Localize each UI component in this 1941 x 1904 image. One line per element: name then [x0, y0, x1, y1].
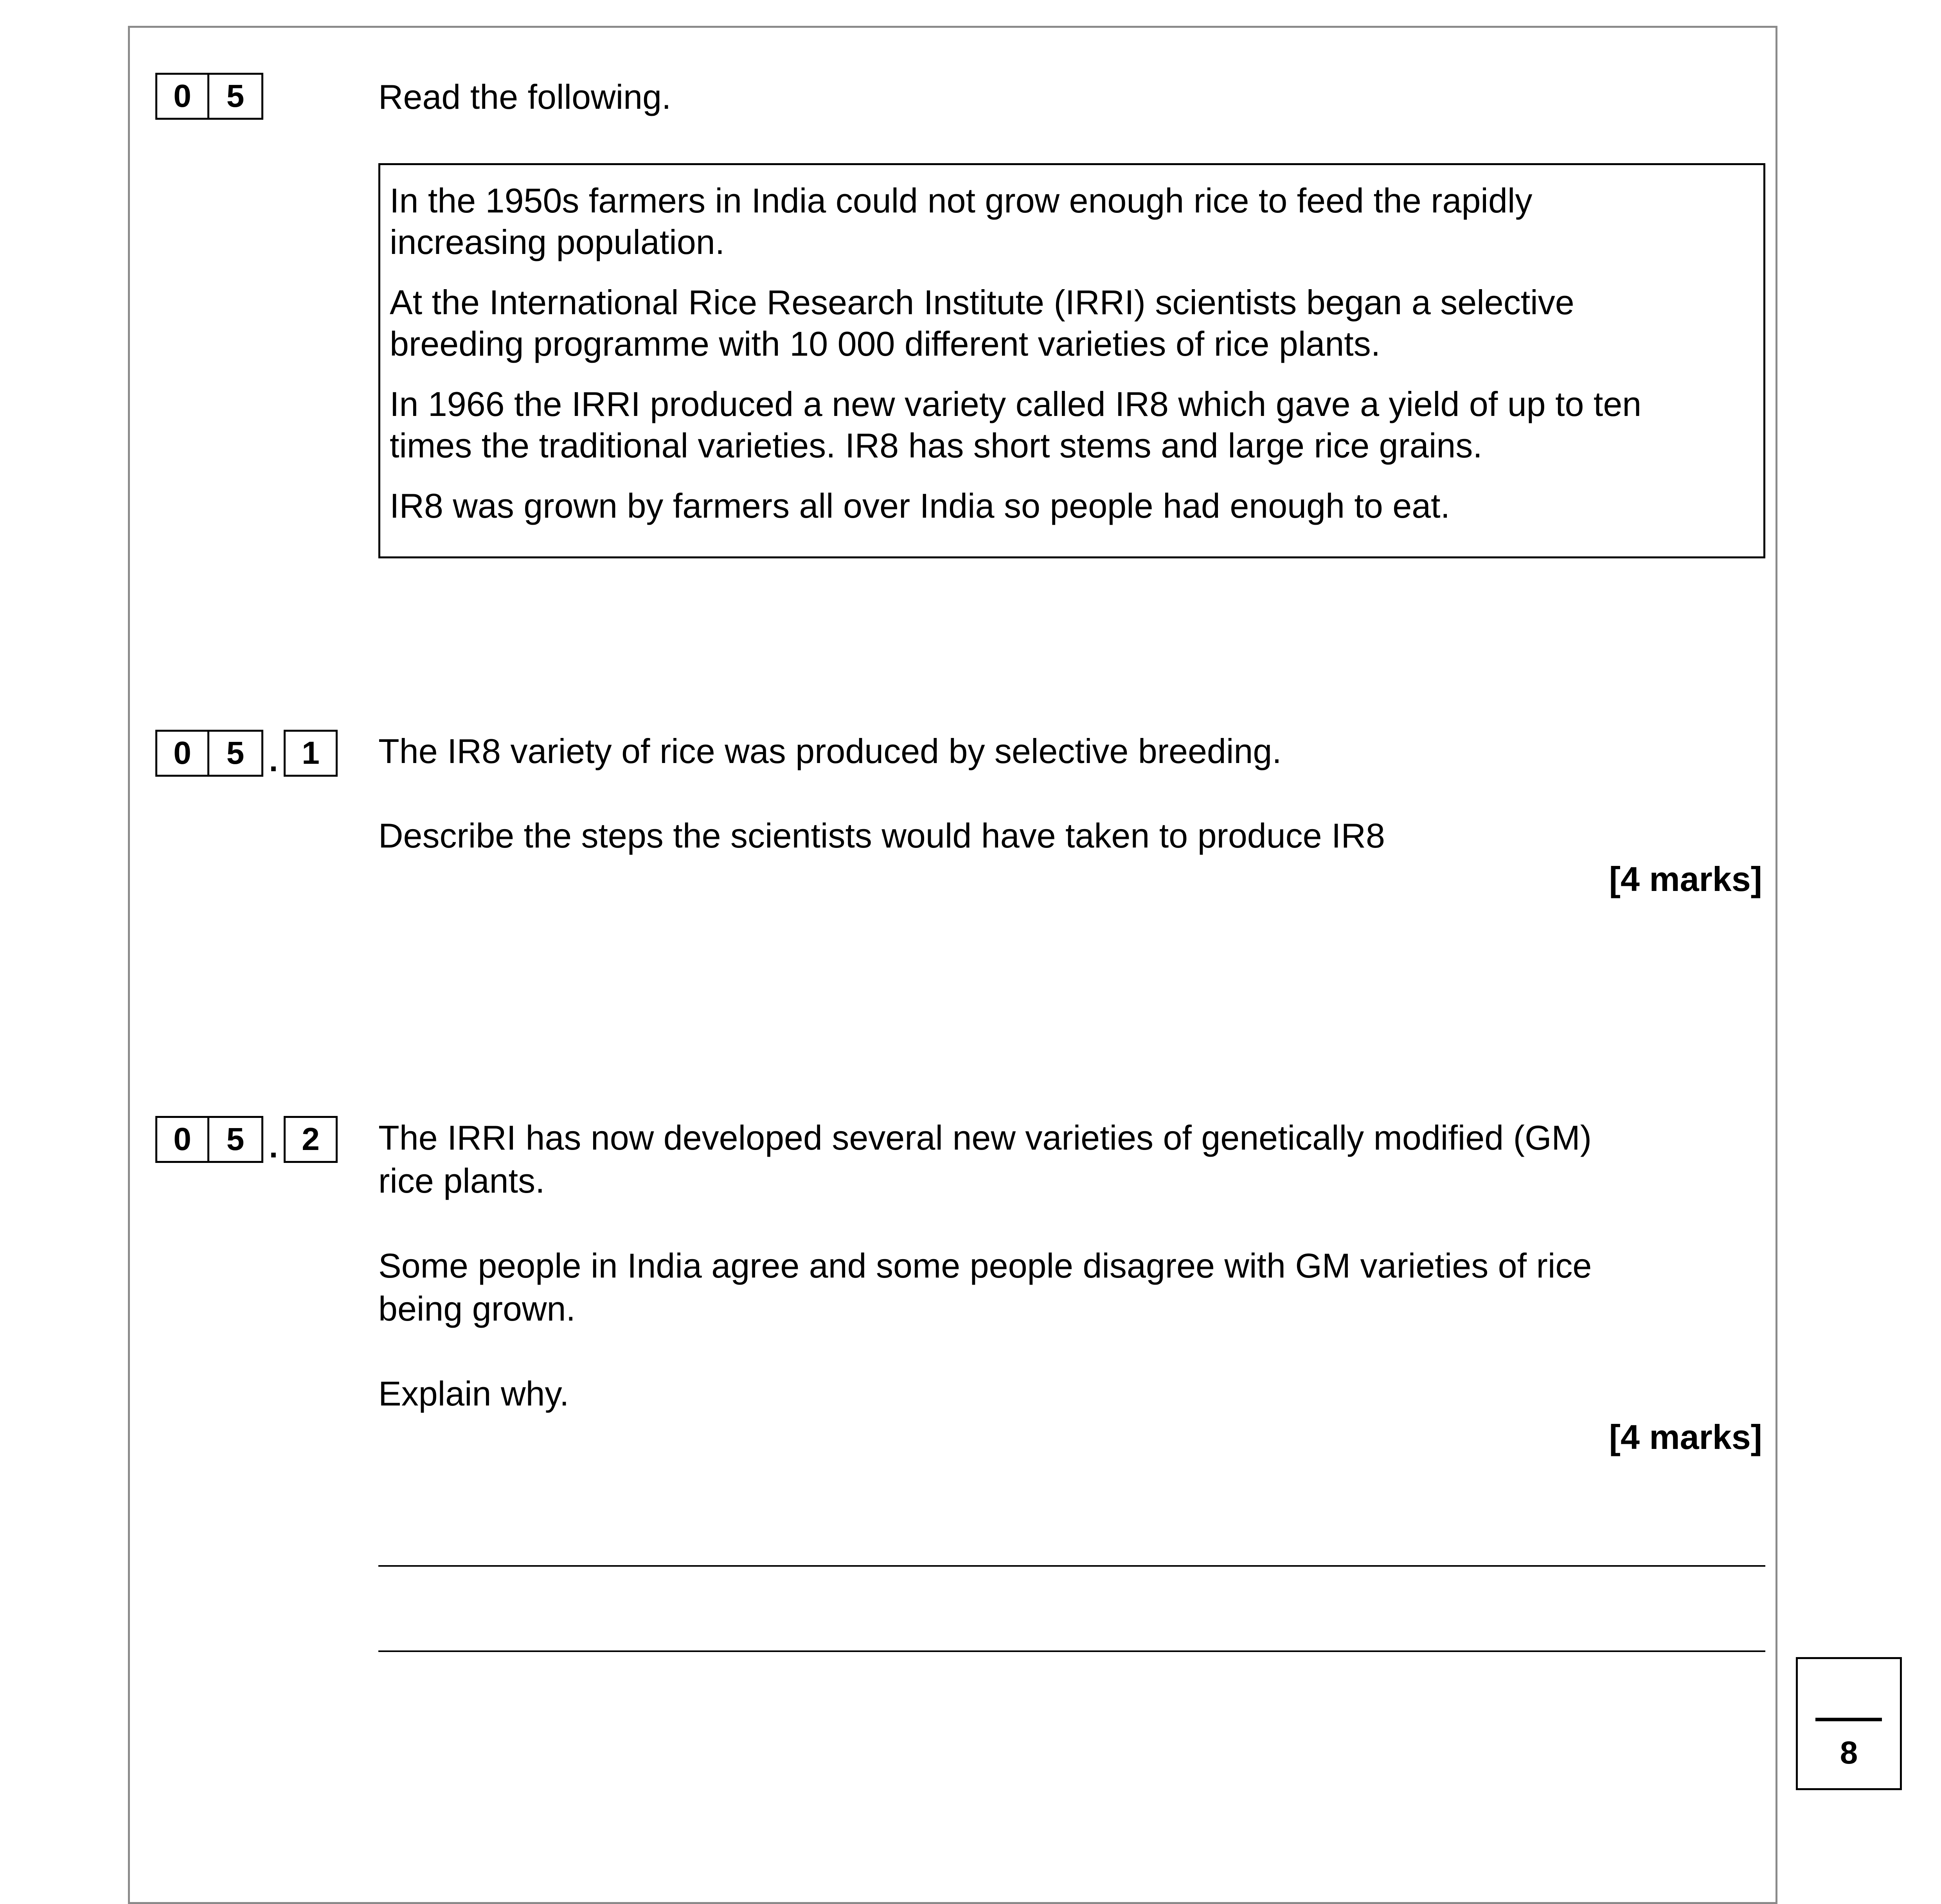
passage-paragraph: In 1966 the IRRI produced a new variety called IR8 which gave a yield of up to ten times the traditional varieties. IR8 has short stems and large rice grains. — [390, 385, 1642, 465]
marks-label: [4 marks] — [1609, 1418, 1762, 1456]
tally-total: 8 — [1840, 1735, 1858, 1771]
question-digit: 5 — [209, 1116, 263, 1163]
passage-paragraph: In the 1950s farmers in India could not grow enough rice to feed the rapidly increasing population. — [390, 181, 1533, 261]
question-task: Describe the steps the scientists would have taken to produce IR8 — [378, 816, 1385, 855]
question-context: Some people in India agree and some people disagree with GM varieties of rice being grown. — [378, 1246, 1592, 1328]
question-digit: 1 — [284, 730, 338, 777]
question-digit: 0 — [155, 1116, 209, 1163]
question-statement: The IR8 variety of rice was produced by selective breeding. — [378, 732, 1282, 770]
question-statement: The IRRI has now developed several new varieties of genetically modified (GM) rice plants. — [378, 1118, 1592, 1200]
question-number-05-2 — [155, 1116, 338, 1163]
question-number-05 — [155, 73, 263, 120]
passage-paragraph: At the International Rice Research Institute (IRRI) scientists began a selective breeding programme with 10 000 different varieties of rice plants. — [390, 283, 1574, 363]
answer-line[interactable] — [378, 1565, 1765, 1567]
question-digit: 0 — [155, 73, 209, 120]
instruction-text: Read the following. — [378, 77, 671, 116]
source-passage — [378, 163, 1765, 558]
marks-label: [4 marks] — [1609, 860, 1762, 898]
page-mark-tally-box — [1796, 1657, 1902, 1790]
answer-line[interactable] — [378, 1650, 1765, 1652]
question-digit: 2 — [284, 1116, 338, 1163]
question-digit: 5 — [209, 73, 263, 120]
question-digit: 5 — [209, 730, 263, 777]
question-digit: 0 — [155, 730, 209, 777]
question-number-05-1 — [155, 730, 338, 777]
question-separator: . — [269, 743, 278, 778]
question-task: Explain why. — [378, 1374, 569, 1413]
question-separator: . — [269, 1129, 278, 1164]
tally-divider — [1815, 1718, 1882, 1721]
passage-paragraph: IR8 was grown by farmers all over India so people had enough to eat. — [390, 486, 1450, 525]
